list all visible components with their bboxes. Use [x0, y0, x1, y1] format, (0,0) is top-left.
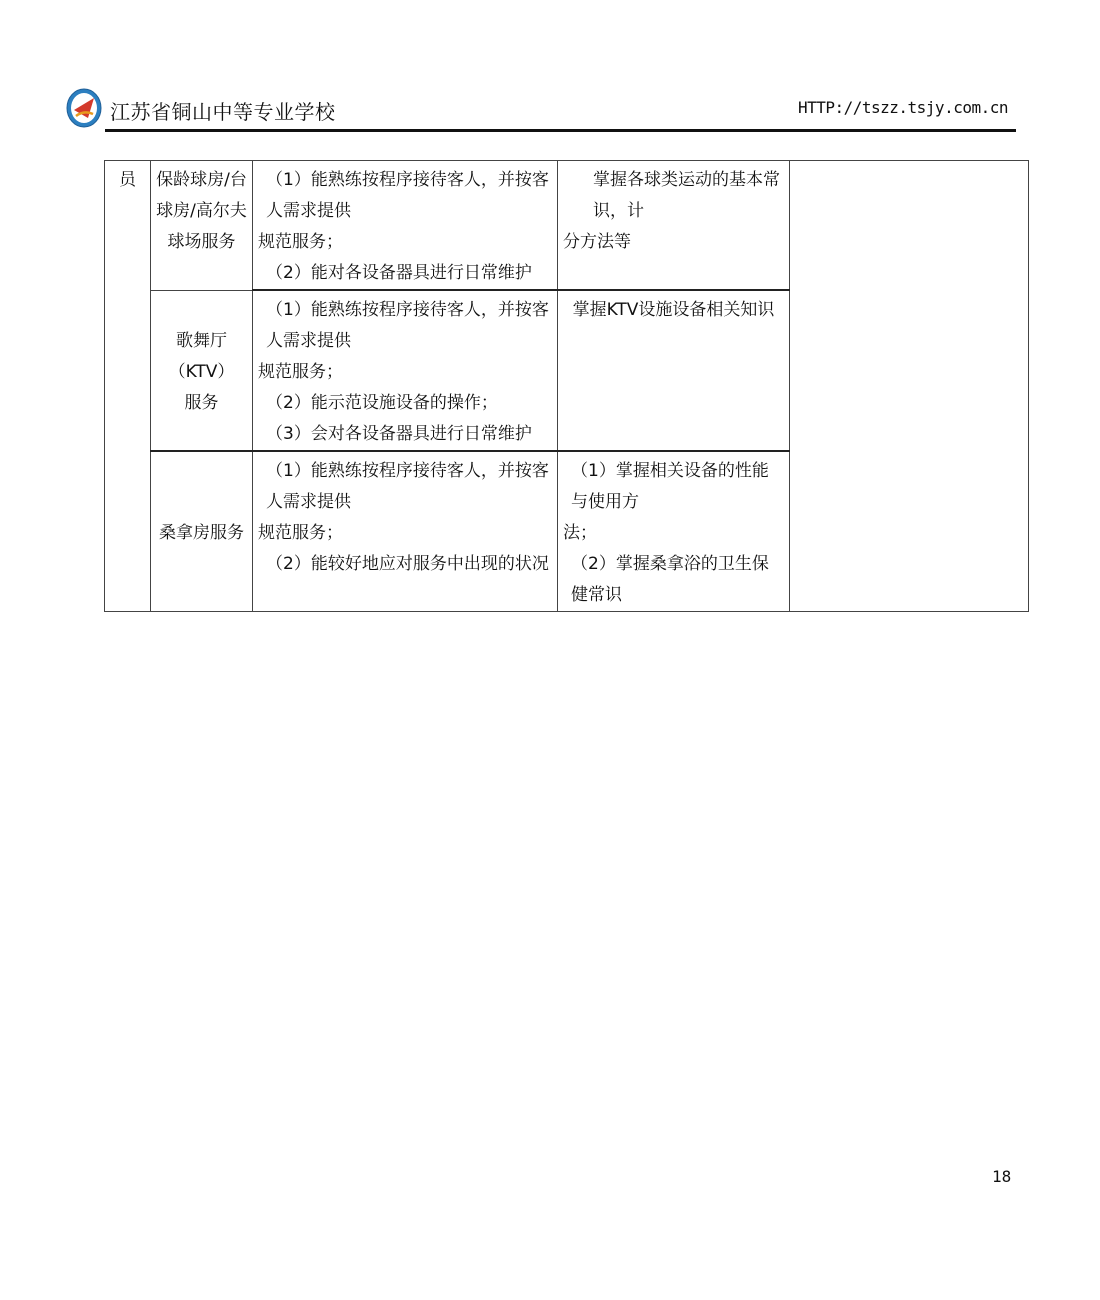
ability-cell — [253, 290, 558, 451]
ability-line: （2）能示范设施设备的操作； — [266, 393, 498, 413]
knowledge-cell — [558, 451, 790, 612]
school-emblem-icon — [66, 88, 102, 128]
area-cell — [151, 161, 253, 291]
school-name: 江苏省铜山中等专业学校 — [110, 100, 336, 124]
area-cell — [151, 290, 253, 451]
ability-line: 规范服务； — [258, 523, 343, 543]
area-line: 保龄球房/台 — [156, 170, 247, 190]
knowledge-line: （1）掌握相关设备的性能与使用方 — [571, 461, 769, 512]
page-header — [66, 86, 1016, 132]
role-label: 员 — [119, 170, 136, 190]
table-row — [105, 161, 1029, 291]
knowledge-cell — [558, 290, 790, 451]
ability-line: 规范服务； — [258, 232, 343, 252]
area-line: 桑拿房服务 — [159, 523, 244, 543]
ability-line: 规范服务； — [258, 362, 343, 382]
knowledge-line: 法； — [563, 523, 597, 543]
ability-line: （2）能较好地应对服务中出现的状况 — [266, 554, 549, 574]
area-cell — [151, 451, 253, 612]
area-line: 歌舞厅（KTV） — [168, 330, 235, 382]
site-url[interactable]: HTTP://tszz.tsjy.com.cn — [797, 98, 1008, 117]
knowledge-line: 分方法等 — [563, 232, 631, 252]
ability-line: （2）能对各设备器具进行日常维护 — [266, 263, 532, 283]
area-line: 球场服务 — [167, 232, 236, 252]
ability-cell — [253, 161, 558, 291]
knowledge-line: （2）掌握桑拿浴的卫生保健常识 — [571, 554, 769, 605]
ability-cell — [253, 451, 558, 612]
ability-line: （3）会对各设备器具进行日常维护 — [266, 424, 532, 444]
knowledge-line: 掌握KTV设施设备相关知识 — [572, 300, 775, 320]
knowledge-cell — [558, 161, 790, 291]
area-line: 服务 — [184, 392, 219, 413]
empty-cell — [790, 161, 1029, 612]
ability-line: （1）能熟练按程序接待客人，并按客人需求提供 — [266, 170, 549, 221]
knowledge-line: 掌握各球类运动的基本常识，计 — [593, 170, 780, 221]
ability-line: （1）能熟练按程序接待客人，并按客人需求提供 — [266, 461, 549, 512]
role-cell — [105, 161, 151, 612]
ability-line: （1）能熟练按程序接待客人，并按客人需求提供 — [266, 300, 549, 351]
page-number: 18 — [992, 1167, 1012, 1186]
header-divider — [105, 129, 1016, 132]
service-skills-table — [104, 160, 1029, 612]
area-line: 球房/高尔夫 — [156, 201, 247, 221]
